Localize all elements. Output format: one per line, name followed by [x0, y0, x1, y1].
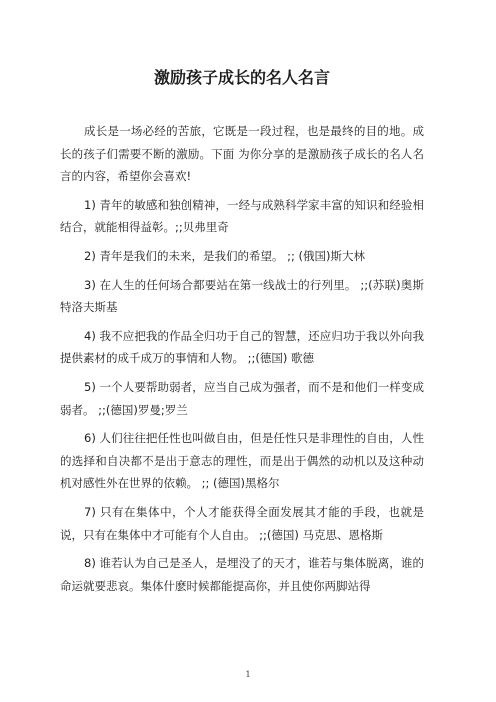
quote-paragraph-1: 1) 青年的敏感和独创精神，一经与成熟科学家丰富的知识和经验相结合，就能相得益彰。;;贝弗里奇: [60, 197, 424, 235]
intro-paragraph: 成长是一场必经的苦旅，它既是一段过程，也是最终的目的地。成长的孩子们需要不断的激励。下面 为你分享的是激励孩子成长的名人名言的内容，希望你会喜欢!: [60, 124, 424, 184]
quote-paragraph-7: 7) 只有在集体中，个人才能获得全面发展其才能的手段，也就是说，只有在集体中才可能有个人自由。 ;;(德国) 马克思、恩格斯: [60, 504, 424, 542]
quote-paragraph-5: 5) 一个人要帮助弱者，应当自己成为强者，而不是和他们一样变成弱者。 ;;(德国)罗曼;罗兰: [60, 379, 424, 417]
page-number: 1: [245, 670, 251, 679]
document-body: [60, 120, 424, 597]
quote-paragraph-4: 4) 我不应把我的作品全归功于自己的智慧，还应归功于我以外向我提供素材的成千成万的事情和人物。 ;;(德国) 歌德: [60, 328, 424, 366]
quote-paragraph-3: 3) 在人生的任何场合都要站在第一线战士的行列里。 ;;(苏联)奥斯特洛夫斯基: [60, 277, 424, 315]
quote-paragraph-2: 2) 青年是我们的未来，是我们的希望。 ;; (俄国)斯大林: [84, 248, 365, 263]
document-title: 激励孩子成长的名人名言: [153, 68, 330, 87]
quote-paragraph-8: 8) 谁若认为自己是圣人，是埋没了的天才，谁若与集体脱离，谁的命运就要悲哀。集体什麽时候都能提高你，并且使你两脚站得: [60, 556, 424, 593]
quote-paragraph-6: 6) 人们往往把任性也叫做自由，但是任性只是非理性的自由，人性的选择和自决都不是出于意志的理性，而是出于偶然的动机以及这种动机对感性外在世界的依赖。 ;; (德国)黑格尔: [60, 431, 424, 491]
